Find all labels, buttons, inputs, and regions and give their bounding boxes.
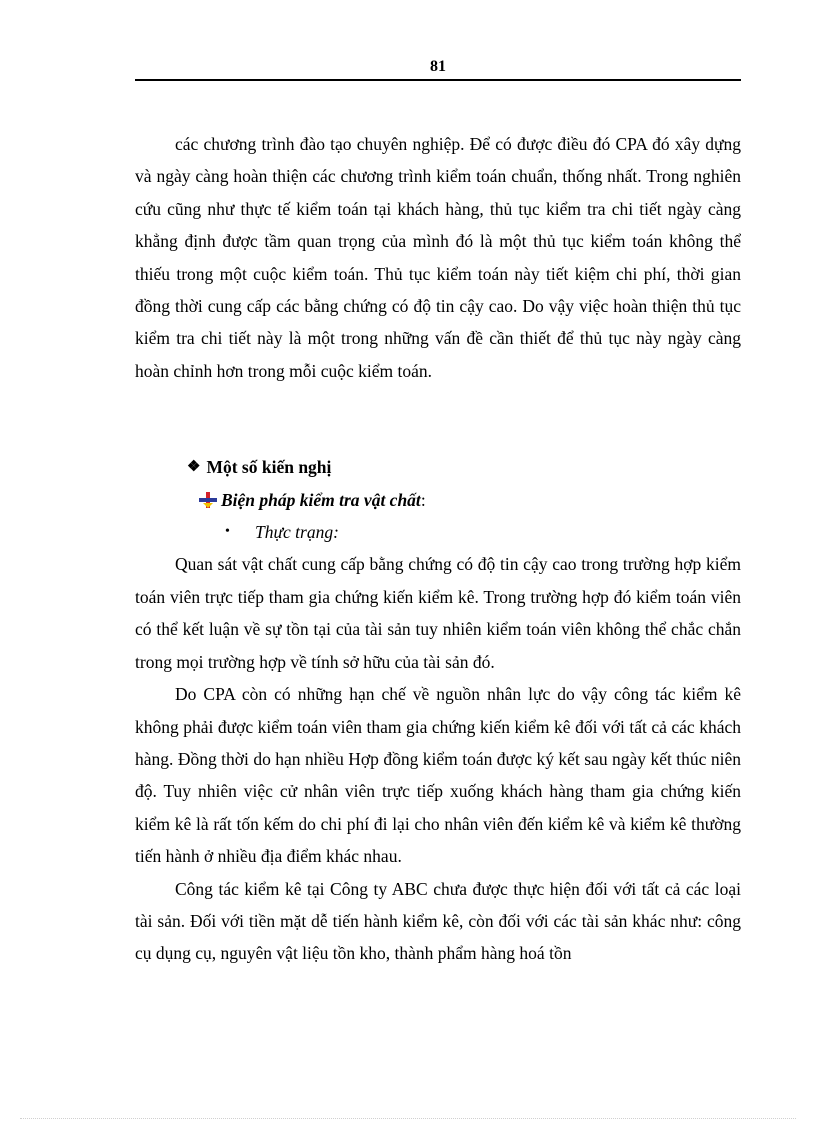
diamond-bullet-icon: ❖ xyxy=(187,459,201,476)
section-heading-text: Một số kiến nghị xyxy=(206,457,332,478)
subsection-heading xyxy=(135,484,741,516)
document-body xyxy=(135,128,741,970)
paragraph: Công tác kiểm kê tại Công ty ABC chưa được thực hiện đối với tất cả các loại tài sản. Đối với tiền mặt dễ tiến hành kiểm kê, còn đối với các tài sản khác như: công cụ dụng cụ, nguyên vật liệu tồn kho, thành phẩm hàng hoá tồn xyxy=(135,878,741,964)
bullet-item xyxy=(135,516,741,548)
page-number: 81 xyxy=(430,58,446,75)
paragraph: các chương trình đào tạo chuyên nghiệp. Để có được điều đó CPA đó xây dựng và ngày càng hoàn thiện các chương trình kiểm toán chuẩn, thống nhất. Trong nghiên cứu cũng như thực tế kiểm toán tại khách hàng, thủ tục kiểm tra chi tiết ngày càng khẳng định được tầm quan trọng của mình đó là một thủ tục kiểm toán không thể thiếu trong một cuộc kiểm toán. Thủ tục kiểm toán này tiết kiệm chi phí, thời gian đồng thời cung cấp các bằng chứng có độ tin cậy cao. Do vậy việc hoàn thiện thủ tục kiểm tra chi tiết này là một trong những vấn đề cần thiết để thủ tục này ngày càng hoàn chỉnh hơn trong mỗi cuộc kiểm toán. xyxy=(135,134,741,381)
subsection-heading-text: Biện pháp kiểm tra vật chất xyxy=(221,489,421,510)
bullet-item-text: Thực trạng: xyxy=(255,522,339,543)
paragraph: Quan sát vật chất cung cấp bằng chứng có độ tin cậy cao trong trường hợp kiểm toán viên trực tiếp tham gia chứng kiến kiểm kê. Trong trường hợp đó kiểm toán viên có thể kết luận về sự tồn tại của tài sản tuy nhiên kiểm toán viên không thể chắc chắn trong mọi trường hợp về tính sở hữu của tài sản đó. xyxy=(135,554,741,672)
subsection-heading-colon: : xyxy=(420,489,426,510)
footer-divider xyxy=(20,1118,796,1119)
plus-arrow-icon xyxy=(199,492,217,508)
bullet-dot-icon: • xyxy=(225,524,230,540)
header-divider xyxy=(135,79,741,81)
paragraph: Do CPA còn có những hạn chế về nguồn nhân lực do vậy công tác kiểm kê không phải được kiểm toán viên tham gia chứng kiến kiểm kê đối với tất cả các khách hàng. Đồng thời do hạn nhiều Hợp đồng kiểm toán được ký kết sau ngày kết thúc niên độ. Tuy nhiên việc cử nhân viên trực tiếp xuống khách hàng tham gia chứng kiến kiểm kê là rất tốn kếm do chi phí đi lại cho nhân viên đến kiểm kê và kiểm kê thường tiến hành ở nhiều địa điểm khác nhau. xyxy=(135,684,741,867)
section-heading xyxy=(135,451,741,483)
